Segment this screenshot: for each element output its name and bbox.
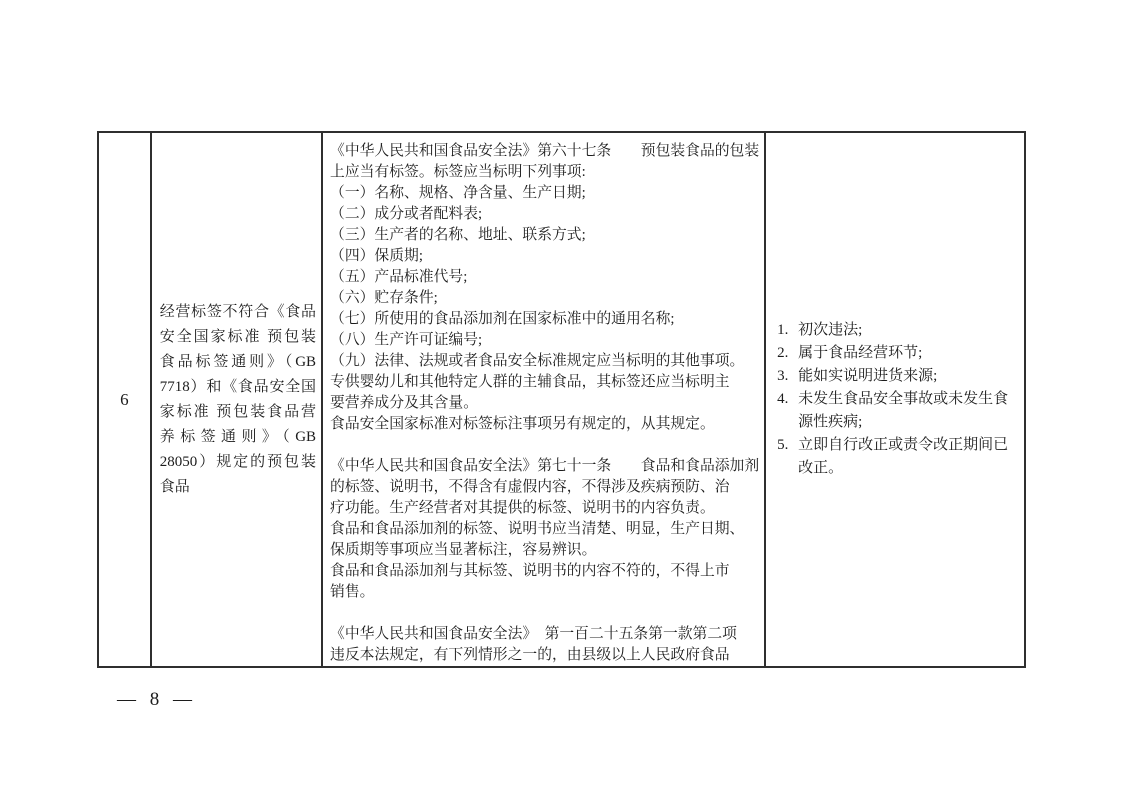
legal-text-line: 专供婴幼儿和其他特定人群的主辅食品，其标签还应当标明主 [330,374,730,390]
legal-text-line: 《中华人民共和国食品安全法》第六十七条 预包装食品的包装 [330,143,760,159]
condition-text: 立即自行改正或责令改正期间已改正。 [798,437,1009,476]
page-number: — 8 — [117,689,192,710]
condition-number: 2. [777,345,789,361]
conditions-cell [764,133,1024,666]
legal-text-line: 食品安全国家标准对标签标注事项另有规定的，从其规定。 [330,416,715,432]
condition-number: 4. [777,391,789,407]
legal-text-line: 食品和食品添加剂与其标签、说明书的内容不符的，不得上市 [330,563,730,579]
conditions-list [766,319,1024,480]
condition-item [777,434,1016,480]
violation-description [152,300,321,500]
legal-text-line: （八）生产许可证编号; [330,332,483,348]
row-number: 6 [120,389,129,409]
condition-text: 能如实说明进货来源; [798,368,938,384]
legal-text-line: 销售。 [330,584,375,600]
legal-text-line: 要营养成分及其含量。 [330,395,479,411]
legal-text-line: （四）保质期; [330,248,423,264]
legal-text-line: 上应当有标签。标签应当标明下列事项: [330,164,586,180]
legal-text-line: 的标签、说明书，不得含有虚假内容，不得涉及疾病预防、治 [330,479,730,495]
legal-basis-cell [321,133,764,666]
violation-line: 经营标签不符合《食品 [159,303,317,320]
legal-text-line: 食品和食品添加剂的标签、说明书应当清楚、明显，生产日期、 [330,521,745,537]
violation-line: 安全国家标准 预包装 [159,328,317,345]
violation-line: 7718）和《食品安全国 [159,378,317,395]
legal-text-line: 疗功能。生产经营者对其提供的标签、说明书的内容负责。 [330,500,715,516]
legal-text-line: （六）贮存条件; [330,290,438,306]
condition-number: 3. [777,368,789,384]
legal-text-line: 《中华人民共和国食品安全法》第七十一条 食品和食品添加剂 [330,458,760,474]
legal-text-line: （五）产品标准代号; [330,269,468,285]
condition-text: 初次违法; [798,322,863,338]
row-number-cell [99,133,150,666]
condition-item [777,319,1016,342]
condition-item [777,342,1016,365]
legal-text-line: 《中华人民共和国食品安全法》 第一百二十五条第一款第二项 [330,626,737,642]
legal-text-line: （七）所使用的食品添加剂在国家标准中的通用名称; [330,311,675,327]
condition-number: 1. [777,322,789,338]
violation-line: 28050）规定的预包装 [159,453,317,470]
condition-item [777,388,1016,434]
violation-description-cell [150,133,321,666]
legal-text-blank-line [330,435,760,456]
violation-line: 家标准 预包装食品营 [159,403,317,420]
legal-text-line: （一）名称、规格、净含量、生产日期; [330,185,586,201]
condition-number: 5. [777,437,789,453]
legal-text-blank-line [330,603,760,624]
violation-line: 食品标签通则》（GB [159,353,317,370]
violation-table [97,131,1026,668]
legal-text-line: （二）成分或者配料表; [330,206,483,222]
legal-text-line: 保质期等事项应当显著标注，容易辨识。 [330,542,597,558]
condition-text: 未发生食品安全事故或未发生食源性疾病; [798,391,1009,430]
condition-item [777,365,1016,388]
legal-text-line: （九）法律、法规或者食品安全标准规定应当标明的其他事项。 [330,353,745,369]
legal-text-line: （三）生产者的名称、地址、联系方式; [330,227,586,243]
violation-line: 养标签通则》（GB [159,428,317,445]
violation-line: 食品 [159,478,190,495]
condition-text: 属于食品经营环节; [798,345,923,361]
legal-text-line: 违反本法规定，有下列情形之一的，由县级以上人民政府食品 [330,647,730,663]
